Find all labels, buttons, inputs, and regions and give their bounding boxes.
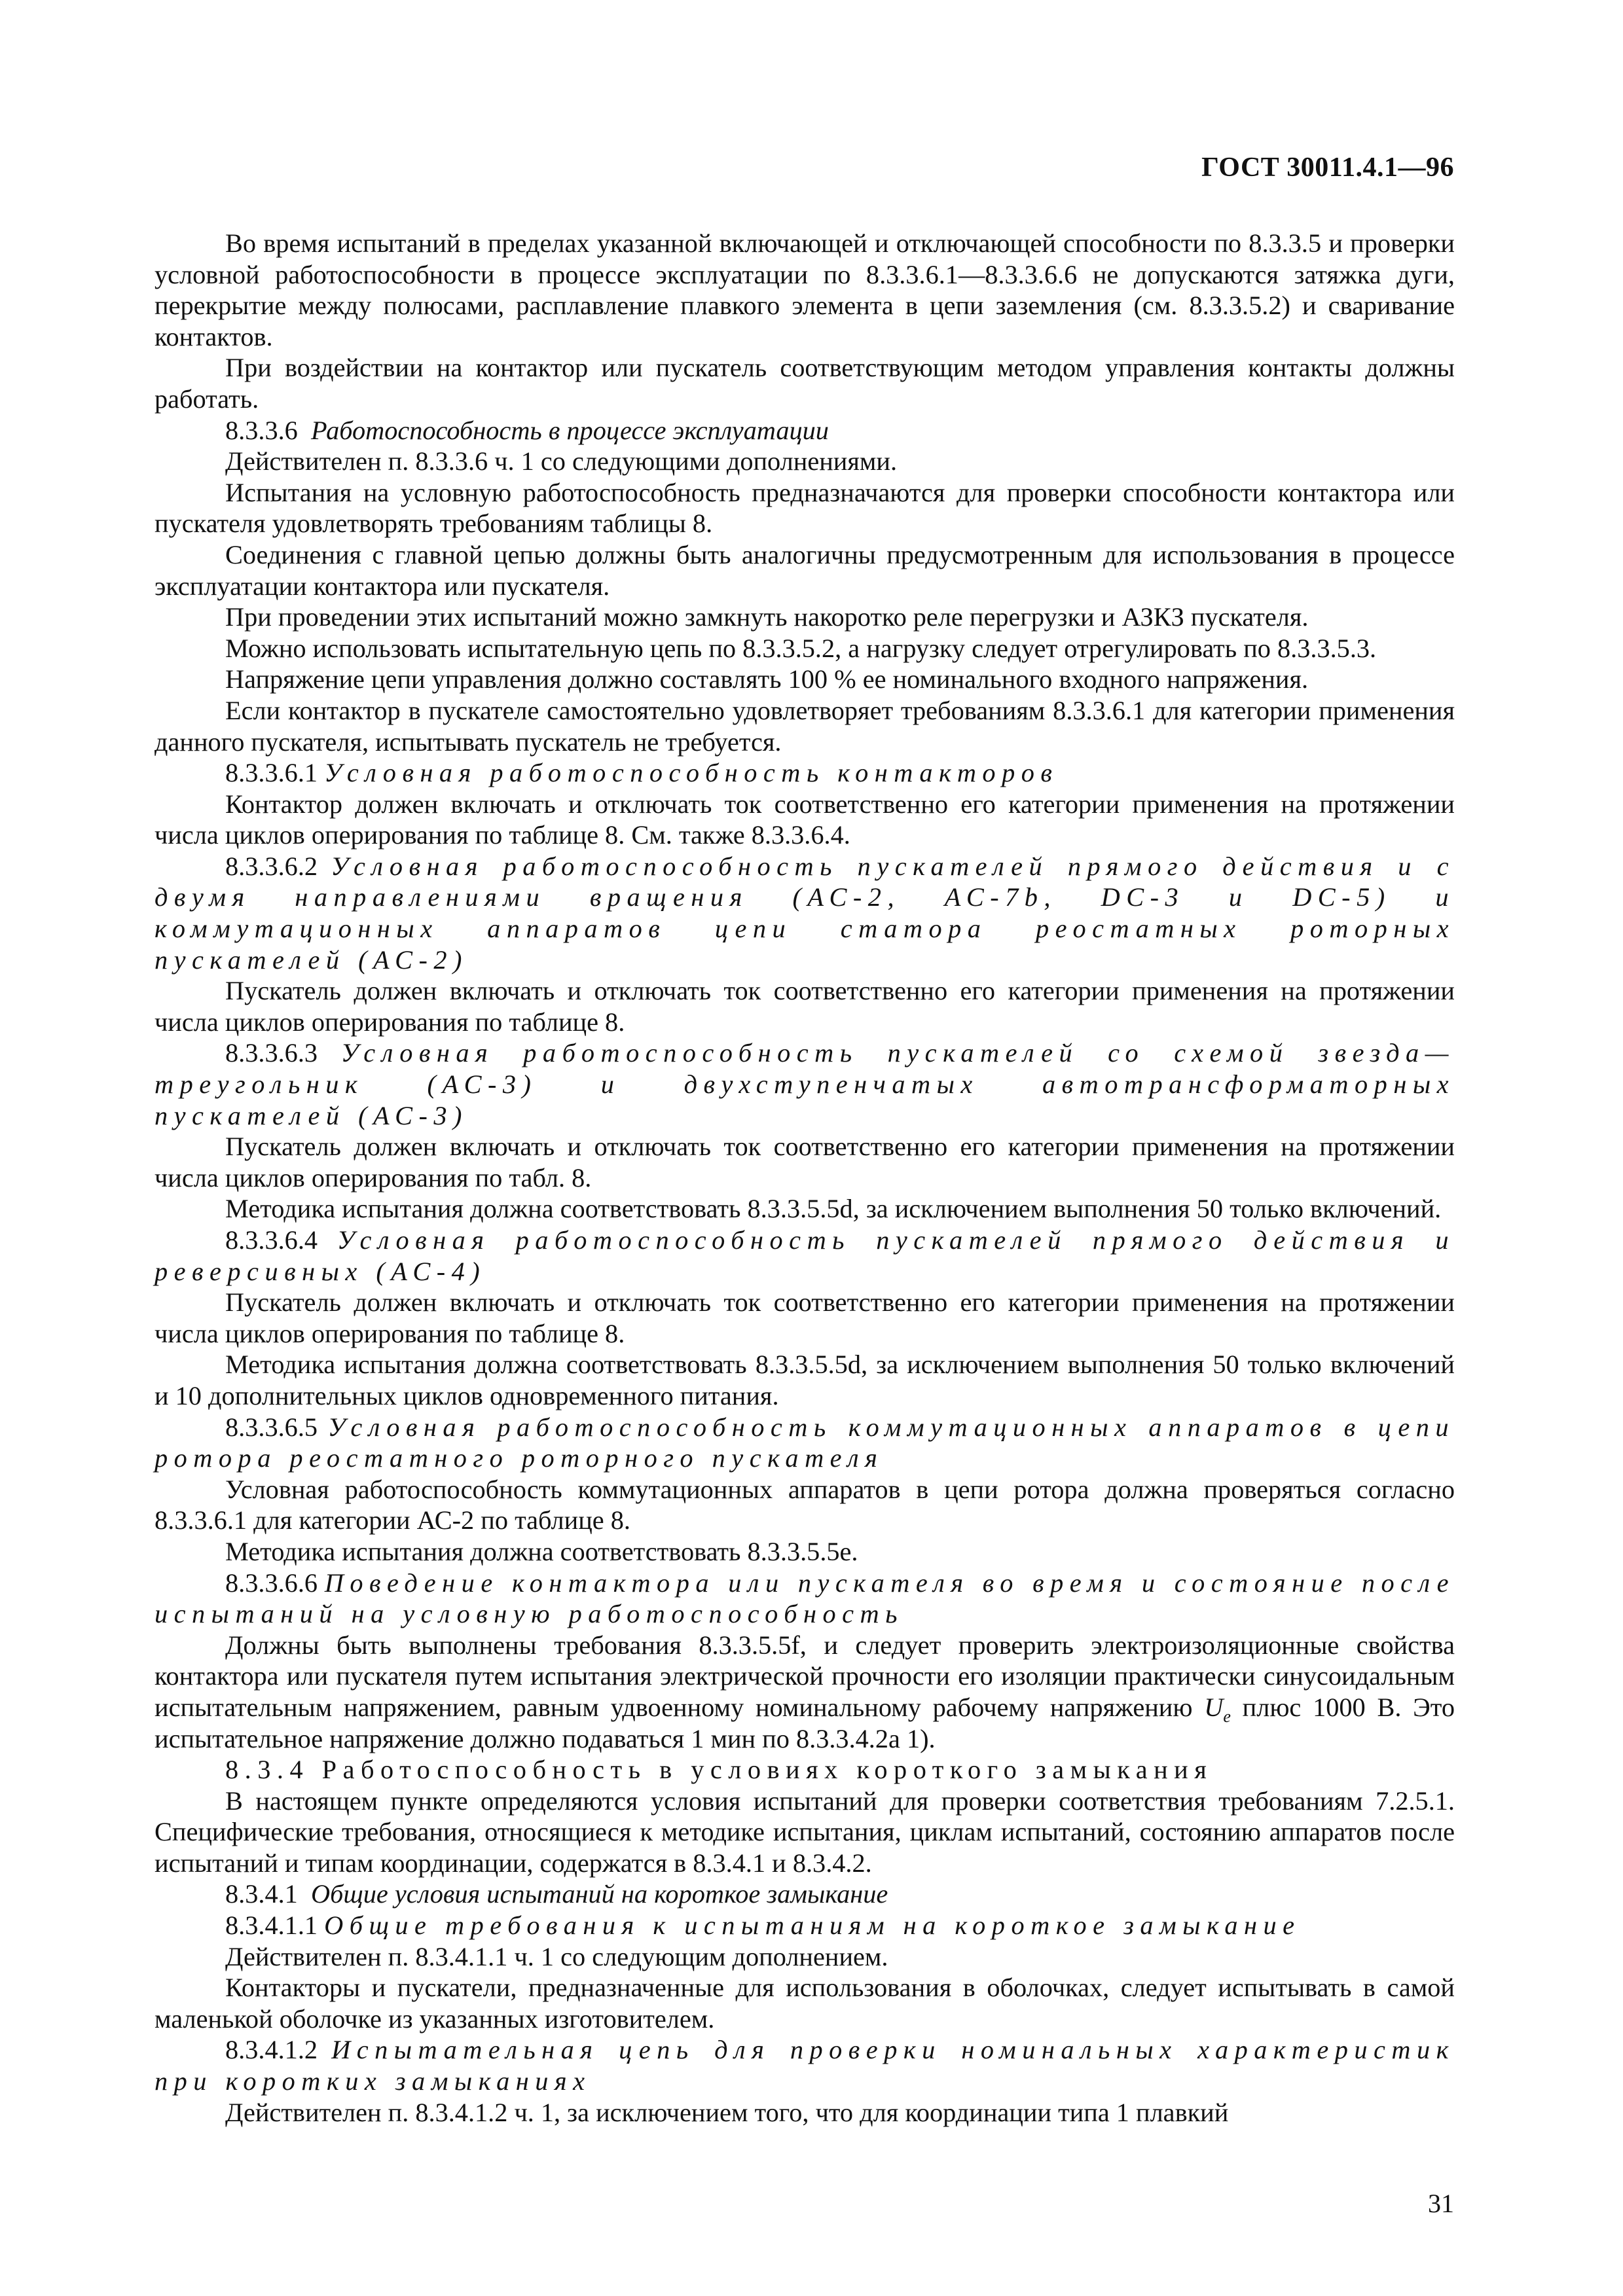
section-number: 8.3.3.6.4 [225, 1225, 318, 1255]
section-heading-8-3-4: 8.3.4 Работоспособность в условиях короткого замыкания [225, 1755, 1213, 1785]
section-heading-8-3-4-1 [155, 1878, 1455, 1910]
section-title: Работоспособность в процессе эксплуатации [310, 415, 829, 445]
paragraph: Методика испытания должна соответствовать 8.3.3.5.5d, за исключением выполнения 50 только включений и 10 дополнительных циклов одновременного питания. [155, 1350, 1455, 1410]
paragraph: В настоящем пункте определяются условия испытаний для проверки соответствия требованиям 7.2.5.1. Специфические требования, относящиеся к методике испытания, циклам испытаний, состоянию аппаратов после испытаний и типам координации, содержатся в 8.3.4.1 и 8.3.4.2. [155, 1785, 1455, 1878]
paragraph: Действителен п. 8.3.4.1.2 ч. 1, за исключением того, что для координации типа 1 плавкий [225, 2097, 1229, 2127]
section-title: Общие требования к испытаниям на короткое замыкание [324, 1910, 1301, 1941]
paragraph: Контакторы и пускатели, предназначенные для использования в оболочках, следует испытывать в самой маленькой оболочке из указанных изготовителем. [155, 1973, 1455, 2034]
section-heading-8-3-3-6-3 [155, 1037, 1455, 1131]
section-heading-8-3-3-6-6 [155, 1568, 1455, 1630]
section-number: 8.3.4.1.1 [225, 1910, 318, 1941]
document-code-header: ГОСТ 30011.4.1—96 [1201, 152, 1454, 183]
section-heading-8-3-4-1-1 [155, 1910, 1455, 1941]
paragraph: Можно использовать испытательную цепь по 8.3.3.5.2, а нагрузку следует отрегулировать по 8.3.3.5.3. [225, 633, 1377, 663]
section-title: Общие условия испытаний на короткое замыкание [310, 1879, 888, 1909]
paragraph: Испытания на условную работоспособность предназначаются для проверки способности контактора или пускателя удовлетворять требованиям таблицы 8. [155, 477, 1455, 539]
paragraph [155, 1630, 1455, 1754]
paragraph: Методика испытания должна соответствовать 8.3.3.5.5e. [225, 1536, 858, 1566]
section-number: 8.3.3.6.6 [225, 1568, 318, 1598]
paragraph-text: Должны быть выполнены требования 8.3.3.5.5f, и следует проверить электроизоляционные свойства контактора или пускателя путем испытания электрической прочности его изоляции практически синусоидальным испытательным напряжением, равным удвоенному номинальному рабочему напряжению [155, 1630, 1455, 1722]
section-heading-8-3-3-6 [155, 415, 1455, 446]
section-number: 8.3.3.6.1 [225, 758, 318, 788]
section-number: 8.3.3.6 [225, 415, 298, 445]
paragraph: Соединения с главной цепью должны быть аналогичны предусмотренным для использования в процессе эксплуатации контактора или пускателя. [155, 539, 1455, 601]
paragraph: Действителен п. 8.3.4.1.1 ч. 1 со следующим дополнением. [225, 1941, 888, 1971]
paragraph: Контактор должен включать и отключать ток соответственно его категории применения на протяжении числа циклов оперирования по таблице 8. См. также 8.3.3.6.4. [155, 789, 1455, 850]
paragraph: Пускатель должен включать и отключать ток соответственно его категории применения на протяжении числа циклов оперирования по таблице 8. [155, 976, 1455, 1037]
voltage-symbol: U [1204, 1692, 1224, 1722]
paragraph: Пускатель должен включать и отключать ток соответственно его категории применения на протяжении числа циклов оперирования по таблице 8. [155, 1287, 1455, 1348]
section-heading-8-3-3-6-4 [155, 1225, 1455, 1287]
section-number: 8.3.4.1 [225, 1879, 298, 1909]
section-title: Поведение контактора или пускателя во время и состояние после испытаний на условную работоспособность [155, 1568, 1455, 1629]
paragraph: Пускатель должен включать и отключать ток соответственно его категории применения на протяжении числа циклов оперирования по табл. 8. [155, 1132, 1455, 1193]
section-number: 8.3.4.1.2 [225, 2035, 318, 2065]
section-number: 8.3.3.6.2 [225, 851, 318, 881]
section-heading-8-3-3-6-2 [155, 851, 1455, 975]
section-title: Условная работоспособность контакторов [324, 758, 1059, 788]
section-heading-8-3-4-1-2 [155, 2034, 1455, 2096]
paragraph: Напряжение цепи управления должно составлять 100 % ее номинального входного напряжения. [225, 664, 1309, 694]
paragraph: При проведении этих испытаний можно замкнуть накоротко реле перегрузки и АЗКЗ пускателя. [225, 602, 1309, 632]
section-heading-8-3-3-6-5 [155, 1412, 1455, 1474]
section-heading-8-3-3-6-1 [155, 757, 1455, 789]
paragraph-text: плюс 1000 В. Это испытательное напряжение должно подаваться 1 мин по 8.3.3.4.2a 1). [155, 1692, 1455, 1753]
section-title: Условная работоспособность пускателей со схемой звезда—треугольник (АС-3) и двухступенчатых автотрансформаторных пускателей (АС-3) [155, 1038, 1455, 1130]
paragraph: Если контактор в пускателе самостоятельно удовлетворяет требованиям 8.3.3.6.1 для категории применения данного пускателя, испытывать пускатель не требуется. [155, 695, 1455, 757]
paragraph: Во время испытаний в пределах указанной включающей и отключающей способности по 8.3.3.5 и проверки условной работоспособности в процессе эксплуатации по 8.3.3.6.1—8.3.3.6.6 не допускаются затяжка дуги, перекрытие между полюсами, расплавление плавкого элемента в цепи заземления (см. 8.3.3.5.2) и сваривание контактов. [155, 228, 1455, 351]
section-title: Условная работоспособность коммутационных аппаратов в цепи ротора реостатного роторного пускателя [155, 1412, 1455, 1473]
voltage-subscript: e [1223, 1706, 1231, 1726]
document-body [155, 228, 1455, 2128]
page-number: 31 [1428, 2189, 1454, 2218]
paragraph: При воздействии на контактор или пускатель соответствующим методом управления контакты должны работать. [155, 353, 1455, 414]
section-title: Условная работоспособность пускателей прямого действия и реверсивных (АС-4) [155, 1225, 1455, 1286]
paragraph: Методика испытания должна соответствовать 8.3.3.5.5d, за исключением выполнения 50 только включений. [225, 1194, 1442, 1224]
section-title: Испытательная цепь для проверки номинальных характеристик при коротких замыканиях [155, 2035, 1455, 2096]
section-number: 8.3.3.6.5 [225, 1412, 318, 1442]
paragraph: Условная работоспособность коммутационных аппаратов в цепи ротора должна проверяться согласно 8.3.3.6.1 для категории АС-2 по таблице 8. [155, 1474, 1455, 1535]
section-title: Условная работоспособность пускателей прямого действия и с двумя направлениями вращения (АС-2, АС-7b, DC-3 и DC-5) и коммутационных аппаратов цепи статора реостатных роторных пускателей (АС-2) [155, 851, 1455, 975]
section-number: 8.3.3.6.3 [225, 1038, 318, 1068]
paragraph: Действителен п. 8.3.3.6 ч. 1 со следующими дополнениями. [225, 446, 898, 476]
